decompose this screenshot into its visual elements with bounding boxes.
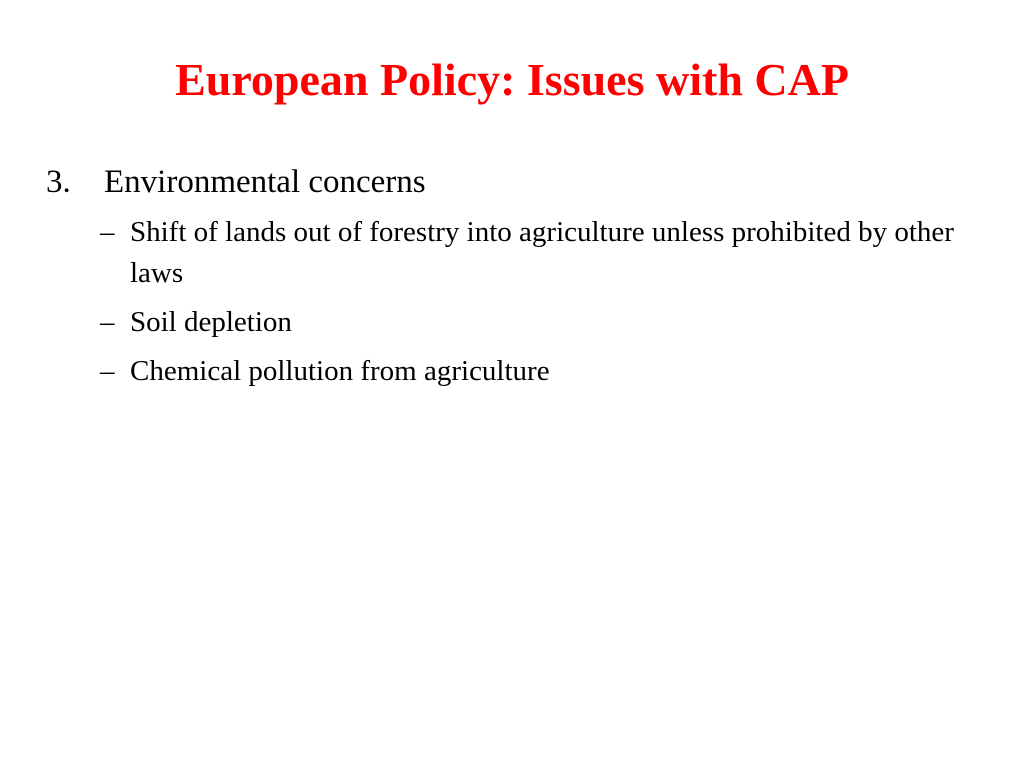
dash-bullet-icon: – <box>100 306 115 338</box>
list-item <box>100 351 1000 392</box>
dash-bullet-icon: – <box>100 355 115 387</box>
sub-bullet-list <box>100 212 1000 400</box>
section-heading <box>46 160 426 204</box>
section-heading-text: Environmental concerns <box>104 164 426 200</box>
list-item <box>100 302 1000 343</box>
list-item <box>100 212 1000 294</box>
slide-title: European Policy: Issues with CAP <box>175 54 849 105</box>
list-item-text: Chemical pollution from agriculture <box>130 355 550 387</box>
dash-bullet-icon: – <box>100 216 115 248</box>
list-item-text: Shift of lands out of forestry into agriculture unless prohibited by other laws <box>130 216 954 289</box>
list-item-text: Soil depletion <box>130 306 292 338</box>
section-number: 3. <box>46 164 71 200</box>
